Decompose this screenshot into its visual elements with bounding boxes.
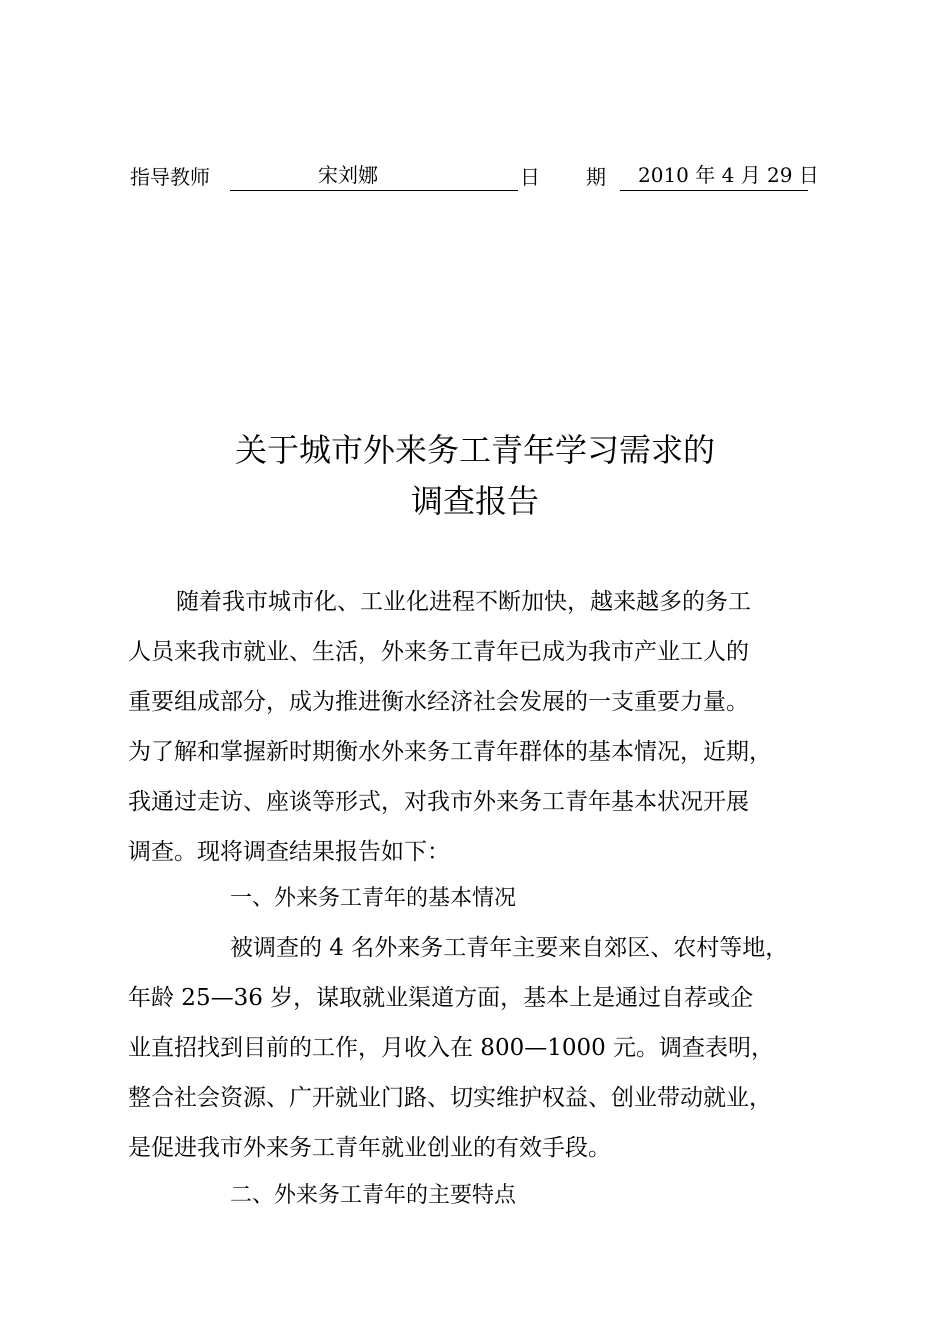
- intro-line: 调查。现将调查结果报告如下：: [128, 839, 450, 865]
- section2-heading: 二、外来务工青年的主要特点: [230, 1183, 517, 1208]
- intro-line: 人员来我市就业、生活，外来务工青年已成为我市产业工人的: [128, 639, 749, 665]
- intro-line: 我通过走访、座谈等形式，对我市外来务工青年基本状况开展: [128, 789, 749, 815]
- section1-line: 被调查的 4 名外来务工青年主要来自郊区、农村等地，: [230, 935, 789, 961]
- intro-line: 随着我市城市化、工业化进程不断加快，越来越多的务工: [176, 589, 751, 615]
- intro-paragraph: [128, 577, 838, 877]
- section1-line: 年龄 25—36 岁，谋取就业渠道方面，基本上是通过自荐或企: [128, 985, 754, 1011]
- advisor-name-field: [230, 160, 518, 191]
- intro-line: 为了解和掌握新时期衡水外来务工青年群体的基本情况，近期，: [128, 739, 772, 765]
- date-label-2: 期: [586, 165, 606, 189]
- meta-row: [130, 160, 830, 194]
- advisor-label: 指导教师: [130, 165, 210, 189]
- section1-heading: 一、外来务工青年的基本情况: [230, 886, 517, 911]
- report-title-line2: 调查报告: [410, 482, 539, 520]
- date-label-1: 日: [520, 165, 540, 189]
- section1-line: 是促进我市外来务工青年就业创业的有效手段。: [128, 1135, 611, 1161]
- section1-paragraph: [128, 923, 838, 1173]
- date-value: 2010 年 4 月 29 日: [638, 163, 819, 187]
- advisor-name: 宋刘娜: [318, 163, 378, 187]
- section1-line: 整合社会资源、广开就业门路、切实维护权益、创业带动就业，: [128, 1085, 772, 1111]
- date-field: [620, 160, 819, 191]
- intro-line: 重要组成部分，成为推进衡水经济社会发展的一支重要力量。: [128, 689, 749, 715]
- section1-line: 业直招找到目前的工作，月收入在 800—1000 元。调查表明，: [128, 1035, 775, 1061]
- report-title-line1: 关于城市外来务工青年学习需求的: [234, 431, 715, 469]
